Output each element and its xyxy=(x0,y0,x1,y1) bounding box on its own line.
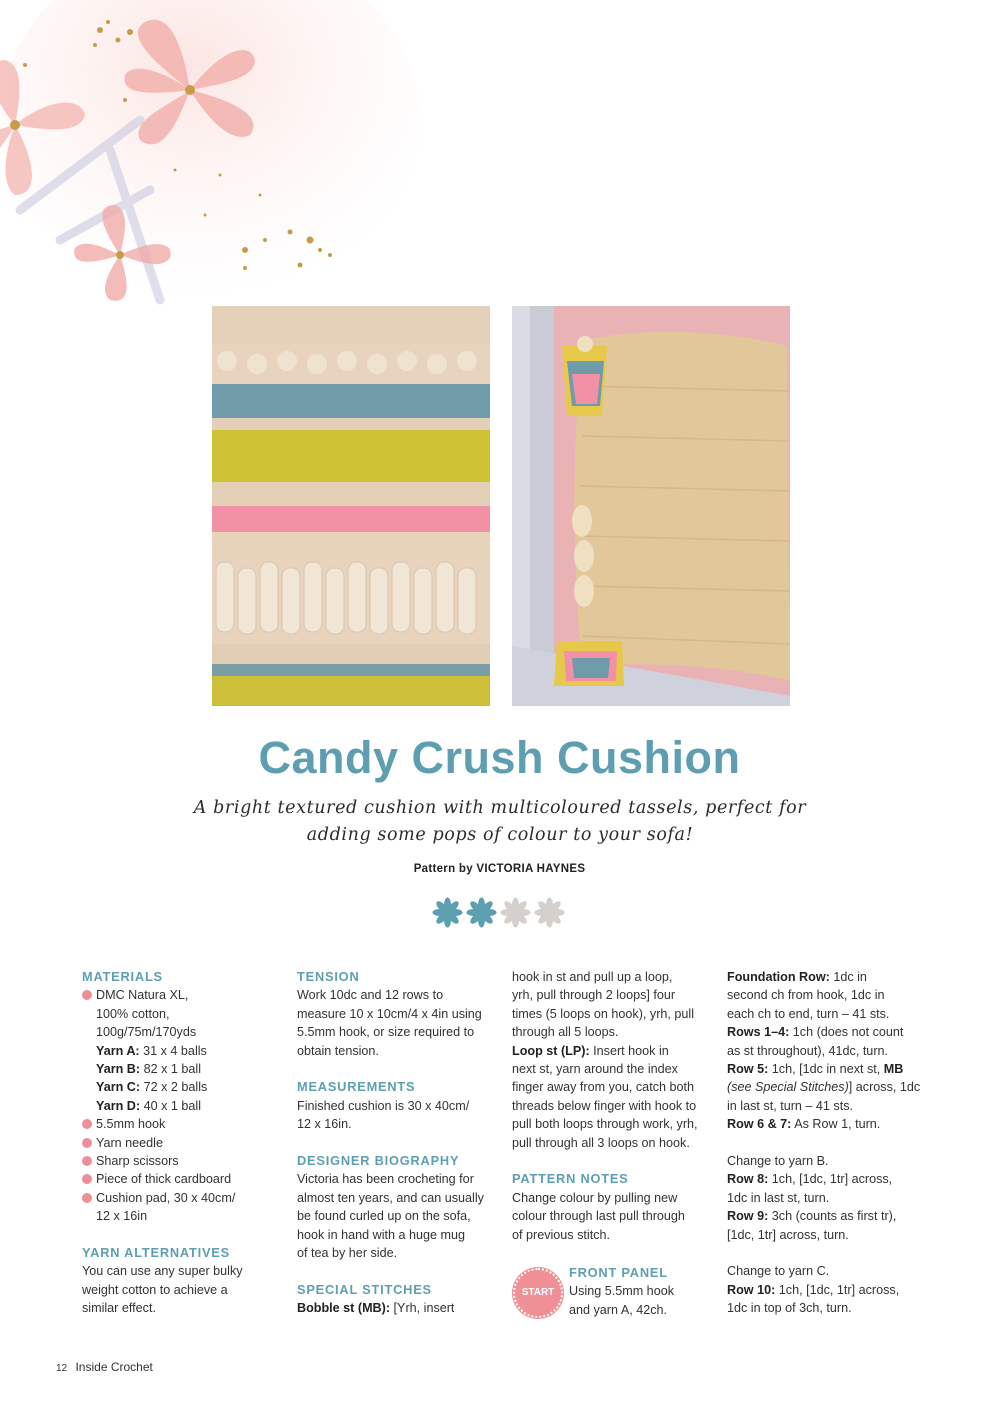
materials-item: Piece of thick cardboard xyxy=(82,1170,297,1188)
materials-item: Sharp scissors xyxy=(82,1152,297,1170)
yarn-alternatives-text: weight cotton to achieve a xyxy=(82,1282,228,1297)
yarn-a-amount: Yarn A: 31 x 4 balls xyxy=(96,1043,207,1058)
rows-1-4: Rows 1–4: 1ch (does not count xyxy=(727,1025,904,1040)
yarn-alternatives-text: similar effect. xyxy=(82,1301,156,1316)
materials-item-line: 12 x 16in xyxy=(96,1209,148,1224)
tension-heading: TENSION xyxy=(297,969,360,984)
front-panel-text: and yarn A, 42ch. xyxy=(569,1302,668,1317)
bobble-stitch-text: through all 5 loops. xyxy=(512,1025,619,1040)
materials-item: 5.5mm hook xyxy=(82,1115,297,1133)
loop-stitch-text: finger away from you, catch both xyxy=(512,1080,695,1095)
loop-stitch-text: Loop st (LP): Insert hook in xyxy=(512,1043,669,1058)
row-6-7: Row 6 & 7: As Row 1, turn. xyxy=(727,1117,881,1132)
subtitle-line-1: A bright textured cushion with multicoloured tassels, perfect for xyxy=(193,798,807,818)
column-stitches xyxy=(512,968,727,1244)
difficulty-star-filled-icon xyxy=(432,897,463,928)
page-footer xyxy=(56,1360,153,1374)
floral-watercolour-decoration xyxy=(0,0,420,310)
rows-1-4-text: as st throughout), 41dc, turn. xyxy=(727,1043,889,1058)
row-5: Row 5: 1ch, [1dc in next st, MB xyxy=(727,1062,904,1077)
difficulty-star-filled-icon xyxy=(466,897,497,928)
tension-text: 5.5mm hook, or size required to xyxy=(297,1025,475,1040)
bobble-stitch-text: yrh, pull through 2 loops] four xyxy=(512,988,676,1003)
difficulty-rating xyxy=(432,897,572,929)
loop-stitch-text: pull both loops through work, yrh, xyxy=(512,1117,698,1132)
loop-stitch-text: next st, yarn around the index xyxy=(512,1062,678,1077)
yarn-c-amount: Yarn C: 72 x 2 balls xyxy=(96,1080,208,1095)
column-rows xyxy=(727,968,942,1318)
front-panel-heading: FRONT PANEL xyxy=(569,1265,668,1280)
row-8-text: 1dc in last st, turn. xyxy=(727,1190,830,1205)
start-badge: START xyxy=(513,1268,563,1318)
materials-item: Cushion pad, 30 x 40cm/ xyxy=(82,1189,297,1207)
yarn-d-amount: Yarn D: 40 x 1 ball xyxy=(96,1098,202,1113)
pattern-notes-text: Change colour by pulling new xyxy=(512,1190,678,1205)
materials-item-line: 100g/75m/170yds xyxy=(96,1025,197,1040)
yarn-alternatives-heading: YARN ALTERNATIVES xyxy=(82,1245,230,1261)
front-panel-text: Using 5.5mm hook xyxy=(569,1284,674,1299)
foundation-row: Foundation Row: 1dc in xyxy=(727,970,867,984)
column-materials xyxy=(82,968,297,1318)
biography-text: of tea by her side. xyxy=(297,1246,398,1261)
loop-stitch-text: threads below finger with hook to xyxy=(512,1098,697,1113)
measurements-heading: MEASUREMENTS xyxy=(297,1079,416,1095)
change-yarn-b: Change to yarn B. xyxy=(727,1154,829,1169)
cushion-photo xyxy=(512,306,790,706)
difficulty-star-empty-icon xyxy=(534,897,565,928)
biography-text: almost ten years, and can usually xyxy=(297,1190,484,1205)
biography-text: be found curled up on the sofa, xyxy=(297,1209,471,1224)
tension-text: obtain tension. xyxy=(297,1043,379,1058)
measurements-text: Finished cushion is 30 x 40cm/ xyxy=(297,1098,470,1113)
pattern-notes-heading: PATTERN NOTES xyxy=(512,1171,629,1187)
bobble-stitch-text: Bobble st (MB): [Yrh, insert xyxy=(297,1301,455,1316)
page-number: 12 xyxy=(56,1363,68,1374)
yarn-alternatives-text: You can use any super bulky xyxy=(82,1264,243,1279)
materials-item-line: 100% cotton, xyxy=(96,1006,170,1021)
tension-text: Work 10dc and 12 rows to xyxy=(297,988,444,1003)
loop-stitch-text: pull through all 3 loops on hook. xyxy=(512,1135,690,1150)
bobble-stitch-text: hook in st and pull up a loop, xyxy=(512,970,673,984)
row-8: Row 8: 1ch, [1dc, 1tr] across, xyxy=(727,1172,893,1187)
biography-heading: DESIGNER BIOGRAPHY xyxy=(297,1153,460,1169)
front-panel-block xyxy=(569,1264,709,1319)
special-stitches-heading: SPECIAL STITCHES xyxy=(297,1281,432,1297)
subtitle-line-2: adding some pops of colour to your sofa! xyxy=(306,825,694,845)
foundation-row-text: each ch to end, turn – 41 sts. xyxy=(727,1006,890,1021)
pattern-notes-text: of previous stitch. xyxy=(512,1227,610,1242)
row-5-text: in last st, turn – 41 sts. xyxy=(727,1098,853,1113)
pattern-notes-text: colour through last pull through xyxy=(512,1209,685,1224)
difficulty-star-empty-icon xyxy=(500,897,531,928)
measurements-text: 12 x 16in. xyxy=(297,1117,352,1132)
biography-text: hook in hand with a huge mug xyxy=(297,1227,466,1242)
yarn-b-amount: Yarn B: 82 x 1 ball xyxy=(96,1062,202,1077)
column-tension xyxy=(297,968,512,1318)
biography-text: Victoria has been crocheting for xyxy=(297,1172,474,1187)
foundation-row-text: second ch from hook, 1dc in xyxy=(727,988,885,1003)
pattern-title: Candy Crush Cushion xyxy=(258,732,741,783)
materials-item: Yarn needle xyxy=(82,1134,297,1152)
materials-heading: MATERIALS xyxy=(82,969,163,984)
magazine-name: Inside Crochet xyxy=(75,1360,153,1374)
bobble-stitch-text: times (5 loops on hook), yrh, pull xyxy=(512,1006,694,1021)
change-yarn-c: Change to yarn C. xyxy=(727,1264,830,1279)
row-5-text: (see Special Stitches)] across, 1dc xyxy=(727,1080,921,1095)
row-9-text: [1dc, 1tr] across, turn. xyxy=(727,1227,849,1242)
materials-item: DMC Natura XL, xyxy=(82,986,297,1004)
row-10-text: 1dc in top of 3ch, turn. xyxy=(727,1301,852,1316)
stripe-detail-photo xyxy=(212,306,490,706)
row-9: Row 9: 3ch (counts as first tr), xyxy=(727,1209,897,1224)
pattern-subtitle xyxy=(150,795,850,849)
row-10: Row 10: 1ch, [1dc, 1tr] across, xyxy=(727,1282,900,1297)
designer-byline: Pattern by VICTORIA HAYNES xyxy=(413,863,586,875)
tension-text: measure 10 x 10cm/4 x 4in using xyxy=(297,1006,482,1021)
